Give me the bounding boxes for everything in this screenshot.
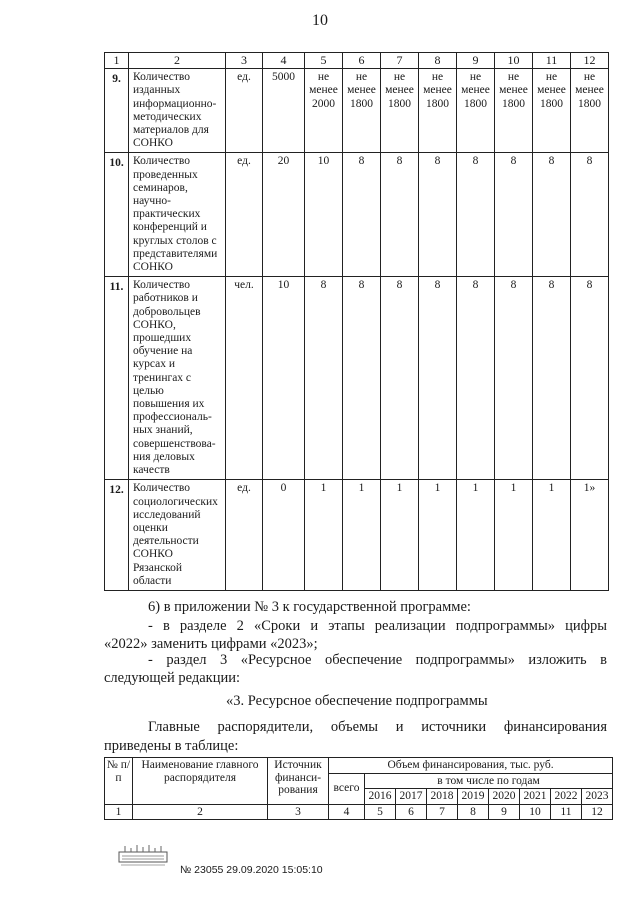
unit-cell: ед. xyxy=(226,153,263,277)
value-cell: 1 xyxy=(457,480,495,591)
number-cell: 3 xyxy=(268,804,329,820)
indicator-name: Количество проведенных семинаров, научно-практических конференций и круглых столов с представителями СОНКО xyxy=(129,153,226,277)
base-value-cell: 0 xyxy=(263,480,305,591)
number-cell: 12 xyxy=(582,804,613,820)
year-cell: 2020 xyxy=(489,789,520,805)
row-number: 10. xyxy=(105,153,129,277)
table-header-row xyxy=(105,53,609,69)
col-source-header: Источник финанси-рования xyxy=(268,758,329,805)
value-cell: не менее 1800 xyxy=(533,69,571,153)
value-cell: 8 xyxy=(381,277,419,480)
value-cell: 8 xyxy=(343,153,381,277)
section-heading: «3. Ресурсное обеспечение подпрограммы xyxy=(226,693,488,709)
indicator-name: Количество изданных информационно-методических материалов для СОНКО xyxy=(129,69,226,153)
header-cell: 3 xyxy=(226,53,263,69)
indicator-name: Количество работников и добровольцев СОНКО, прошедших обучение на курсах и тренингах с целью повышения их профессиональ-ных знаний, совершенствова-ния деловых качеств xyxy=(129,277,226,480)
value-cell: 1» xyxy=(571,480,609,591)
table-row xyxy=(105,69,609,153)
header-cell: 5 xyxy=(305,53,343,69)
number-cell: 2 xyxy=(133,804,268,820)
value-cell: 1 xyxy=(495,480,533,591)
header-cell: 8 xyxy=(419,53,457,69)
value-cell: 8 xyxy=(381,153,419,277)
paragraph-section2-line1: - в разделе 2 «Сроки и этапы реализации подпрограммы» цифры xyxy=(148,618,607,634)
value-cell: 8 xyxy=(533,277,571,480)
paragraph-section2-line2: «2022» заменить цифрами «2023»; xyxy=(104,636,318,652)
value-cell: 1 xyxy=(343,480,381,591)
number-cell: 4 xyxy=(329,804,365,820)
header-cell: 6 xyxy=(343,53,381,69)
header-cell: 10 xyxy=(495,53,533,69)
stamp-logo xyxy=(117,842,169,868)
document-registration: № 23055 29.09.2020 15:05:10 xyxy=(180,864,323,876)
year-cell: 2017 xyxy=(396,789,427,805)
value-cell: не менее 1800 xyxy=(381,69,419,153)
row-number: 12. xyxy=(105,480,129,591)
page-number: 10 xyxy=(312,12,328,29)
year-cell: 2019 xyxy=(458,789,489,805)
value-cell: 8 xyxy=(571,153,609,277)
value-cell: 8 xyxy=(571,277,609,480)
number-cell: 9 xyxy=(489,804,520,820)
table-row xyxy=(105,153,609,277)
indicators-table xyxy=(104,52,609,591)
number-cell: 1 xyxy=(105,804,133,820)
unit-cell: ед. xyxy=(226,480,263,591)
table-row xyxy=(105,480,609,591)
value-cell: 8 xyxy=(419,277,457,480)
value-cell: не менее 1800 xyxy=(419,69,457,153)
col-num-header: № п/п xyxy=(105,758,133,805)
paragraph-table-intro-line2: приведены в таблице: xyxy=(104,738,239,754)
value-cell: 8 xyxy=(457,277,495,480)
value-cell: 10 xyxy=(305,153,343,277)
value-cell: не менее 1800 xyxy=(343,69,381,153)
number-cell: 5 xyxy=(365,804,396,820)
number-cell: 10 xyxy=(520,804,551,820)
numbering-row xyxy=(105,804,613,820)
value-cell: не менее 1800 xyxy=(457,69,495,153)
value-cell: не менее 2000 xyxy=(305,69,343,153)
financing-table xyxy=(104,757,613,820)
header-cell: 9 xyxy=(457,53,495,69)
header-cell: 12 xyxy=(571,53,609,69)
value-cell: не менее 1800 xyxy=(571,69,609,153)
paragraph-section3-line2: следующей редакции: xyxy=(104,670,241,686)
value-cell: 1 xyxy=(533,480,571,591)
unit-cell: чел. xyxy=(226,277,263,480)
number-cell: 11 xyxy=(551,804,582,820)
col-name-header: Наименование главного распорядителя xyxy=(133,758,268,805)
value-cell: 8 xyxy=(457,153,495,277)
base-value-cell: 5000 xyxy=(263,69,305,153)
year-cell: 2018 xyxy=(427,789,458,805)
paragraph-table-intro-line1: Главные распорядители, объемы и источники финансирования xyxy=(148,719,607,735)
paragraph-appendix: 6) в приложении № 3 к государственной программе: xyxy=(148,599,471,615)
year-cell: 2016 xyxy=(365,789,396,805)
value-cell: 8 xyxy=(343,277,381,480)
value-cell: 8 xyxy=(495,277,533,480)
col-incl-header: в том числе по годам xyxy=(365,773,613,789)
number-cell: 6 xyxy=(396,804,427,820)
header-cell: 11 xyxy=(533,53,571,69)
year-cell: 2022 xyxy=(551,789,582,805)
row-number: 11. xyxy=(105,277,129,480)
value-cell: 8 xyxy=(495,153,533,277)
year-cell: 2021 xyxy=(520,789,551,805)
value-cell: 8 xyxy=(305,277,343,480)
row-number: 9. xyxy=(105,69,129,153)
base-value-cell: 20 xyxy=(263,153,305,277)
col-total-header: всего xyxy=(329,773,365,804)
header-cell: 2 xyxy=(129,53,226,69)
table-row xyxy=(105,277,609,480)
header-cell: 1 xyxy=(105,53,129,69)
number-cell: 8 xyxy=(458,804,489,820)
col-volume-header: Объем финансирования, тыс. руб. xyxy=(329,758,613,774)
year-cell: 2023 xyxy=(582,789,613,805)
header-cell: 4 xyxy=(263,53,305,69)
value-cell: 8 xyxy=(533,153,571,277)
value-cell: 1 xyxy=(305,480,343,591)
indicator-name: Количество социологических исследований оценки деятельности СОНКО Рязанской области xyxy=(129,480,226,591)
value-cell: 8 xyxy=(419,153,457,277)
value-cell: 1 xyxy=(419,480,457,591)
number-cell: 7 xyxy=(427,804,458,820)
header-cell: 7 xyxy=(381,53,419,69)
value-cell: 1 xyxy=(381,480,419,591)
unit-cell: ед. xyxy=(226,69,263,153)
paragraph-section3-line1: - раздел 3 «Ресурсное обеспечение подпрограммы» изложить в xyxy=(148,652,607,668)
base-value-cell: 10 xyxy=(263,277,305,480)
value-cell: не менее 1800 xyxy=(495,69,533,153)
